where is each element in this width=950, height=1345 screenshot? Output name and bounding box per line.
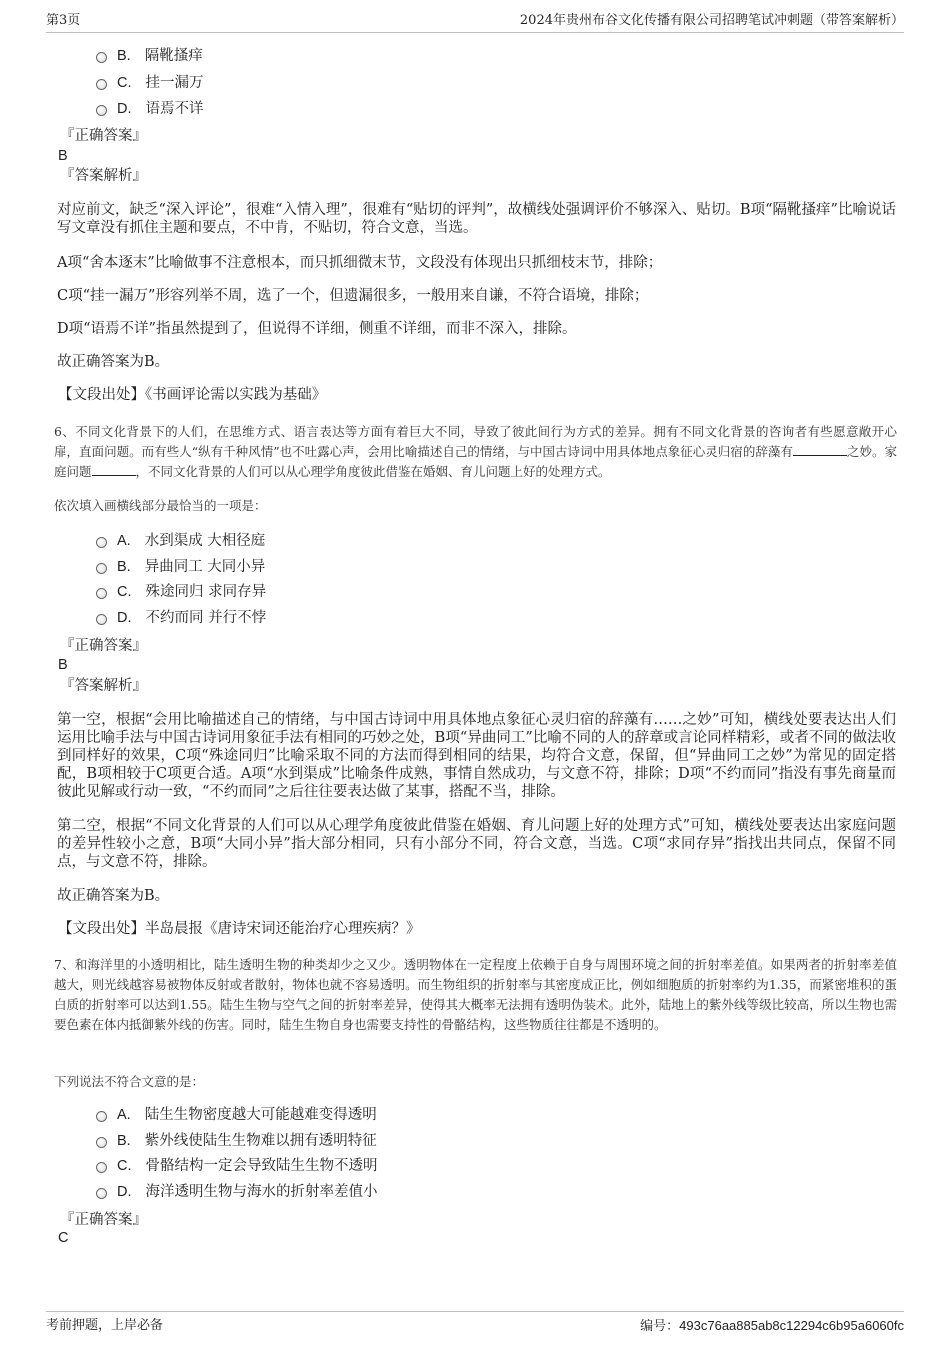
q5-analysis-para: C项“挂一漏万”形容列举不周，选了一个，但遗漏很多，一般用来自谦，不符合语境，排除；	[57, 288, 649, 304]
radio-icon[interactable]	[96, 614, 107, 625]
page-number: 第3页	[46, 13, 81, 28]
q5-conclusion: 故正确答案为B。	[57, 354, 170, 370]
radio-icon[interactable]	[96, 537, 107, 548]
q7-option-c[interactable]: C. 骨骼结构一定会导致陆生生物不透明	[96, 1155, 378, 1177]
blank-line	[819, 443, 847, 456]
radio-icon[interactable]	[96, 52, 107, 63]
q6-stem: 6、不同文化背景下的人们，在思维方式、语言表达等方面有着巨大不同，导致了彼此间行为方式的差异。拥有不同文化背景的咨询者有些愿意敞开心扉，直面问题。而有些人“纵有千种风情”也不吐露心声，会用比喻描述自己的情绪，与中国古诗词中用具体地点象征心灵归宿的辞藻有 之妙。家庭问题 ，不同文化背景的人们可以从心理学角度彼此借鉴在婚姻、育儿问题上好的处理方式。	[54, 424, 897, 479]
radio-icon[interactable]	[96, 1111, 107, 1122]
q7-option-b[interactable]: B. 紫外线使陆生生物难以拥有透明特征	[96, 1130, 377, 1152]
q5-option-c[interactable]: C. 挂一漏万	[96, 72, 204, 94]
radio-icon[interactable]	[96, 79, 107, 90]
q5-option-b[interactable]: B. 隔靴搔痒	[96, 45, 203, 67]
q5-answer-label: 『正确答案』	[60, 128, 147, 144]
footer-id: 编号：493c76aa885ab8c12294c6b95a6060fc	[640, 1318, 904, 1333]
q6-source: 【文段出处】半岛晨报《唐诗宋词还能治疗心理疾病？》	[58, 921, 421, 937]
q6-conclusion: 故正确答案为B。	[57, 888, 170, 904]
footer-slogan: 考前押题，上岸必备	[46, 1318, 164, 1333]
q7-stem: 7、和海洋里的小透明相比，陆生透明生物的种类却少之又少。透明物体在一定程度上依赖于自身与周围环境之间的折射率差值。如果两者的折射率差值越大，则光线越容易被物体反射或者散射，物体也就不容易透明。而生物组织的折射率与其密度成正比，例如细胞质的折射率约为1.35，而紧密堆积的蛋白质的折射率可以达到1.55。陆生生物与空气之间的折射率差异，使得其大概率无法拥有透明伪装术。此外，陆地上的紫外线等级比较高，所以生物也需要色素在体内抵御紫外线的伤害。同时，陆生生物自身也需要支持性的骨骼结构，这些物质往往都是不透明的。	[54, 957, 897, 1032]
radio-icon[interactable]	[96, 563, 107, 574]
document-title: 2024年贵州布谷文化传播有限公司招聘笔试冲刺题（带答案解析）	[519, 13, 904, 28]
blank-line	[92, 463, 136, 476]
q7-option-d[interactable]: D. 海洋透明生物与海水的折射率差值小	[96, 1181, 378, 1203]
q6-option-d[interactable]: D. 不约而同 并行不悖	[96, 607, 266, 629]
blank-line	[793, 443, 819, 456]
q6-answer: B	[58, 657, 68, 673]
q7-prompt: 下列说法不符合文意的是：	[54, 1074, 205, 1089]
q6-analysis-label: 『答案解析』	[60, 678, 147, 694]
radio-icon[interactable]	[96, 1162, 107, 1173]
q5-analysis-label: 『答案解析』	[60, 168, 147, 184]
q7-option-a[interactable]: A. 陆生生物密度越大可能越难变得透明	[96, 1104, 377, 1126]
q6-answer-label: 『正确答案』	[60, 638, 147, 654]
q7-answer-label: 『正确答案』	[60, 1212, 147, 1228]
q5-source: 【文段出处】《书画评论需以实践为基础》	[58, 387, 327, 403]
radio-icon[interactable]	[96, 1137, 107, 1148]
q5-option-d[interactable]: D. 语焉不详	[96, 98, 204, 120]
q5-analysis-para: D项“语焉不详”指虽然提到了，但说得不详细，侧重不详细，而非不深入，排除。	[57, 321, 577, 337]
q5-answer: B	[58, 148, 68, 164]
q6-option-a[interactable]: A. 水到渠成 大相径庭	[96, 530, 265, 552]
q6-prompt: 依次填入画横线部分最恰当的一项是：	[54, 498, 267, 513]
radio-icon[interactable]	[96, 588, 107, 599]
radio-icon[interactable]	[96, 1188, 107, 1199]
q6-option-c[interactable]: C. 殊途同归 求同存异	[96, 581, 266, 603]
page-header	[46, 10, 904, 33]
q6-analysis-para: 第一空，根据“会用比喻描述自己的情绪，与中国古诗词中用具体地点象征心灵归宿的辞藻有……之妙”可知，横线处要表达出人们运用比喻手法与中国古诗词用象征手法有相同的巧妙之处，B项“异曲同工”比喻不同的人的辞章或言论同样精彩，或者不同的做法收到同样好的效果，C项“殊途同归”比喻采取不同的方法而得到相同的结果，均符合文意，保留，但“异曲同工之妙”为常见的固定搭配，B项相较于C项更合适。A项“水到渠成”比喻条件成熟，事情自然成功，与文意不符，排除；D项“不约而同”指没有事先商量而彼此见解或行动一致，“不约而同”之后往往要表达做了某事，搭配不当，排除。	[57, 712, 896, 800]
q6-option-b[interactable]: B. 异曲同工 大同小异	[96, 556, 265, 578]
radio-icon[interactable]	[96, 105, 107, 116]
q6-analysis-para: 第二空，根据“不同文化背景的人们可以从心理学角度彼此借鉴在婚姻、育儿问题上好的处理方式”可知，横线处要表达出家庭问题的差异性较小之意，B项“大同小异”指大部分相同，只有小部分不同，符合文意，当选。C项“求同存异”指找出共同点，保留不同点，与文意不符，排除。	[57, 818, 896, 870]
q5-analysis-para: A项“舍本逐末”比喻做事不注意根本，而只抓细微末节，文段没有体现出只抓细枝末节，排除；	[57, 255, 663, 271]
page-footer	[46, 1311, 904, 1334]
q5-analysis-para: 对应前文，缺乏“深入评论”，很难“入情入理”，很难有“贴切的评判”，故横线处强调评价不够深入、贴切。B项“隔靴搔痒”比喻说话写文章没有抓住主题和要点，不中肯，不贴切，符合文意，当选。	[57, 202, 896, 236]
q7-answer: C	[58, 1230, 69, 1246]
